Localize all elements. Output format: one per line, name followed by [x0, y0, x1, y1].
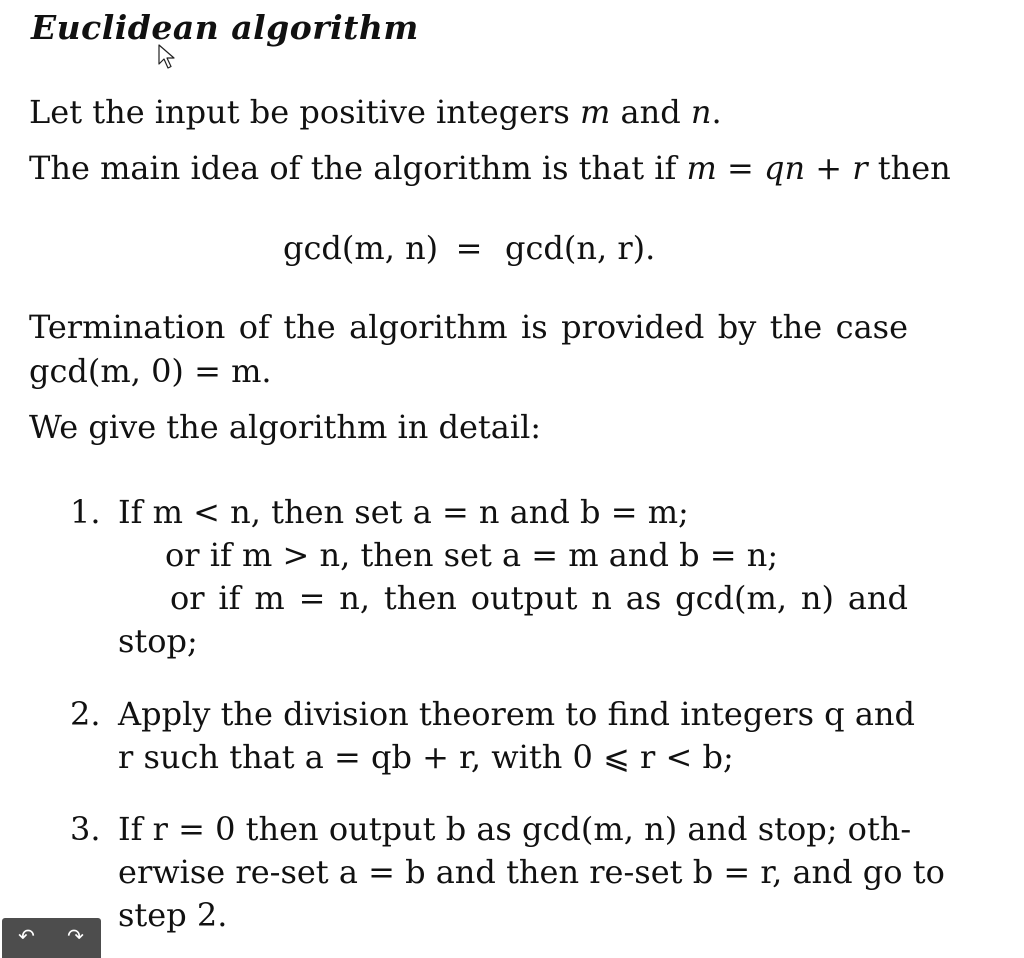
termination-line-2: gcd(m, 0) = m. — [29, 352, 272, 390]
math-m: m — [580, 93, 611, 131]
intro-and: and — [610, 93, 691, 131]
step-line: Apply the division theorem to find integers q and — [118, 695, 915, 733]
step-body — [118, 491, 908, 663]
step-line: If r = 0 then output b as gcd(m, n) and stop; oth- — [118, 810, 912, 848]
main-idea-formula: m = qn + r — [686, 149, 868, 187]
math-n: n — [690, 93, 712, 131]
page-title: Euclidean algorithm — [31, 8, 419, 47]
step-number: 3. — [70, 810, 101, 848]
undo-icon: ↶ — [18, 923, 35, 948]
step-line: step 2. — [118, 896, 228, 934]
step-line: If m < n, then set a = n and b = m; — [118, 493, 689, 531]
equation-rhs: gcd(n, r). — [505, 229, 656, 267]
step-body — [118, 693, 915, 779]
intro-period: . — [711, 93, 722, 131]
main-idea-text: The main idea of the algorithm is that if — [29, 149, 687, 187]
step-body — [118, 808, 945, 937]
step-number: 2. — [70, 695, 101, 733]
step-line: erwise re-set a = b and then re-set b = r, and go to — [118, 853, 945, 891]
detail-intro: We give the algorithm in detail: — [29, 408, 542, 446]
undo-button[interactable] — [2, 918, 51, 953]
step-line: stop; — [118, 622, 198, 660]
undo-redo-toolbar — [2, 918, 101, 958]
termination-line-1: Termination of the algorithm is provided by the case — [29, 308, 908, 346]
display-equation — [283, 226, 655, 270]
step-line: or if m = n, then output n as gcd(m, n) and — [170, 579, 908, 617]
redo-button[interactable] — [51, 918, 100, 953]
mouse-cursor-icon — [158, 44, 178, 70]
intro-text: Let the input be positive integers — [29, 93, 580, 131]
redo-icon: ↷ — [67, 923, 84, 948]
main-idea-paragraph — [29, 146, 951, 190]
step-line: r such that a = qb + r, with 0 ⩽ r < b; — [118, 738, 734, 776]
step-line: or if m > n, then set a = m and b = n; — [165, 536, 779, 574]
equation-lhs: gcd(m, n) — [283, 229, 439, 267]
main-idea-then: then — [867, 149, 951, 187]
step-number: 1. — [70, 493, 101, 531]
equation-equals: = — [455, 229, 483, 267]
intro-paragraph — [29, 90, 722, 134]
